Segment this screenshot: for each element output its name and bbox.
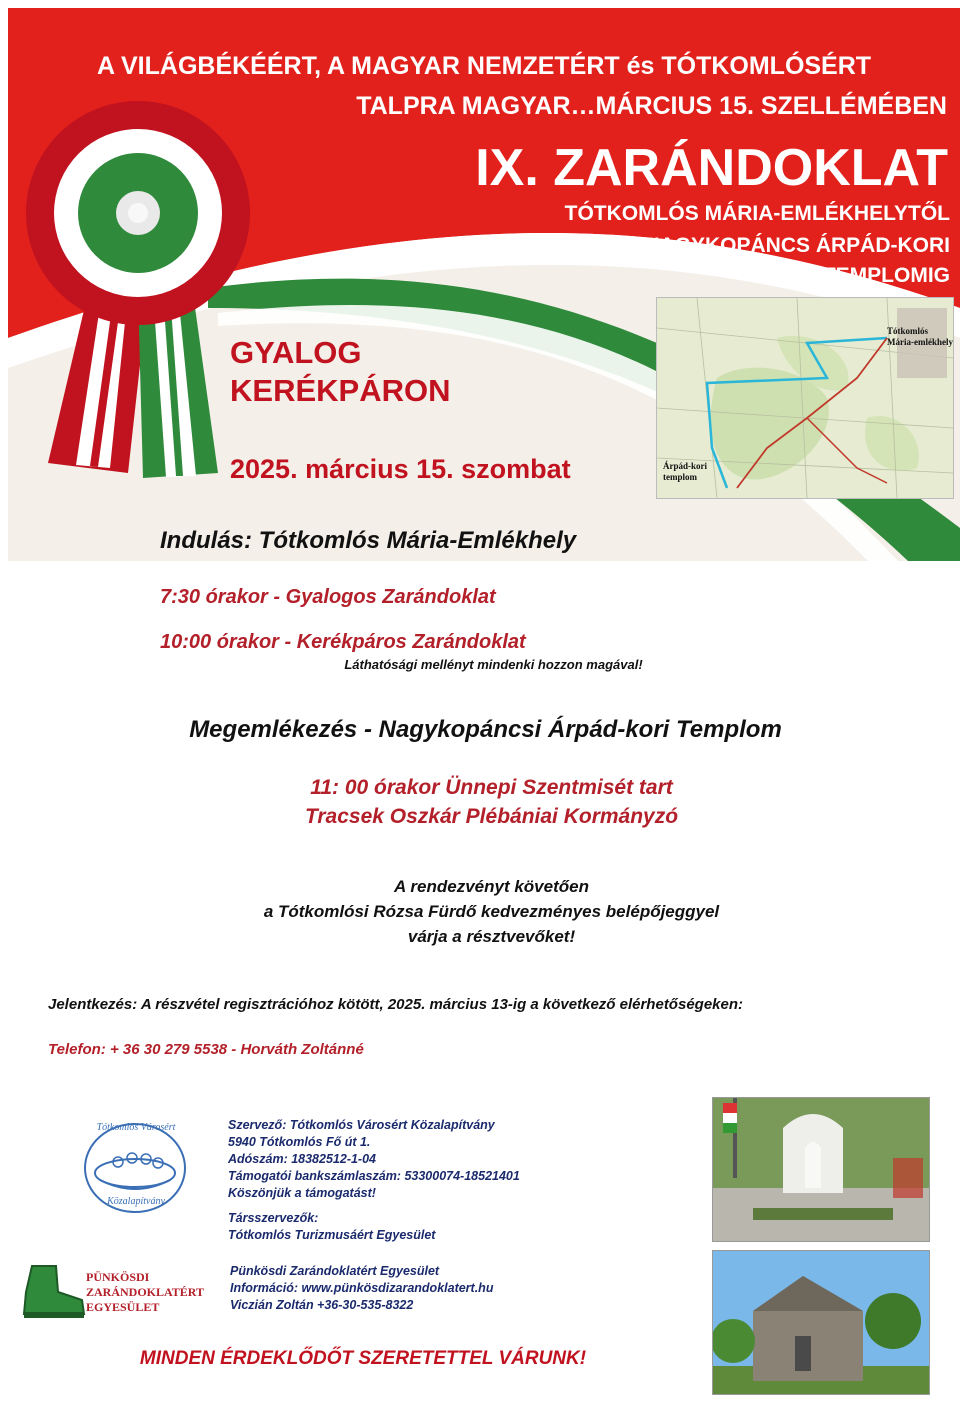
organizer-line5: Köszönjük a támogatást! — [228, 1186, 376, 1200]
foundation-logo — [80, 1118, 190, 1218]
after-line1: A rendezvényt követően — [394, 877, 589, 896]
foundation-logo-bottom: Közalapítvány — [107, 1196, 165, 1207]
organizer-info — [228, 1117, 520, 1244]
registration-phone: Telefon: + 36 30 279 5538 - Horváth Zoltánné — [48, 1041, 364, 1058]
partner-info — [230, 1263, 493, 1314]
mode-bike: KERÉKPÁRON — [230, 373, 451, 408]
banner-route3: TEMPLOMIG — [822, 264, 950, 287]
map-label-end-line2: templom — [663, 472, 697, 482]
bike-time: 10:00 órakor - Kerékpáros Zarándoklat — [160, 631, 526, 653]
partner-line2: Információ: www.pünkösdizarandoklatert.hu — [230, 1281, 494, 1295]
pilgrimage-logo — [20, 1262, 220, 1322]
mass-time: 11: 00 órakor Ünnepi Szentmisét tart — [310, 776, 673, 799]
walk-time: 7:30 órakor - Gyalogos Zarándoklat — [160, 586, 496, 608]
pilgrimage-logo-line2: ZARÁNDOKLATÉRT — [86, 1285, 205, 1299]
map-label-start — [887, 326, 953, 348]
map-label-start-line2: Mária-emlékhely — [887, 337, 953, 347]
registration-text: Jelentkezés: A részvétel regisztrációhoz kötött, 2025. március 13-ig a következő elérhetőségeken: — [48, 996, 744, 1013]
event-date: 2025. március 15. szombat — [230, 454, 571, 484]
memorial-heading: Megemlékezés - Nagykopáncsi Árpád-kori Templom — [189, 716, 782, 743]
departure-heading: Indulás: Tótkomlós Mária-Emlékhely — [160, 527, 577, 554]
foundation-logo-top: Tótkomlós Városért — [96, 1122, 176, 1133]
after-line2: a Tótkomlósi Rózsa Fürdő kedvezményes belépőjeggyel — [263, 902, 720, 921]
cockade-rosette — [18, 93, 258, 483]
pilgrimage-logo-line3: EGYESÜLET — [86, 1300, 160, 1314]
footer-welcome: MINDEN ÉRDEKLŐDŐT SZERETETTEL VÁRUNK! — [139, 1348, 587, 1369]
organizer-line4: Támogatói bankszámlaszám: 53300074-18521401 — [228, 1169, 520, 1183]
mass-priest: Tracsek Oszkár Plébániai Kormányzó — [304, 805, 679, 828]
after-line3: várja a résztvevőket! — [407, 927, 576, 946]
map-label-end — [663, 461, 707, 483]
memorial-photo-art — [713, 1098, 929, 1241]
organizer-line6: Társszervezők: — [228, 1211, 319, 1225]
partner-line1: Pünkösdi Zarándoklatért Egyesület — [230, 1264, 440, 1278]
pilgrimage-logo-text — [86, 1270, 204, 1315]
organizer-line1: Szervező: Tótkomlós Városért Közalapítvány — [228, 1118, 495, 1132]
banner-route1: TÓTKOMLÓS MÁRIA-EMLÉKHELYTŐL — [564, 202, 950, 225]
memorial-photo — [712, 1097, 930, 1242]
organizer-line7: Tótkomlós Turizmusáért Egyesület — [228, 1228, 436, 1242]
vest-note: Láthatósági mellényt mindenki hozzon magával! — [344, 657, 643, 672]
banner-line2: TALPRA MAGYAR…MÁRCIUS 15. SZELLÉMÉBEN — [356, 92, 947, 120]
church-photo-art — [713, 1251, 929, 1394]
pilgrimage-logo-line1: PÜNKÖSDI — [86, 1270, 150, 1284]
banner-route2: NAGYKOPÁNCS ÁRPÁD-KORI — [644, 234, 950, 257]
banner-title: IX. ZARÁNDOKLAT — [475, 139, 948, 197]
map-label-end-line1: Árpád-kori — [663, 461, 708, 471]
banner-line1: A VILÁGBÉKÉÉRT, A MAGYAR NEMZETÉRT és TÓTKOMLÓSÉRT — [96, 52, 872, 80]
partner-line3: Viczián Zoltán +36-30-535-8322 — [230, 1298, 414, 1312]
organizer-line2: 5940 Tótkomlós Fő út 1. — [228, 1135, 371, 1149]
boot-icon — [20, 1262, 90, 1322]
mode-walk: GYALOG — [230, 335, 362, 370]
organizer-line3: Adószám: 18382512-1-04 — [228, 1152, 376, 1166]
route-map — [656, 297, 954, 499]
map-label-start-line1: Tótkomlós — [887, 326, 929, 336]
church-photo — [712, 1250, 930, 1395]
